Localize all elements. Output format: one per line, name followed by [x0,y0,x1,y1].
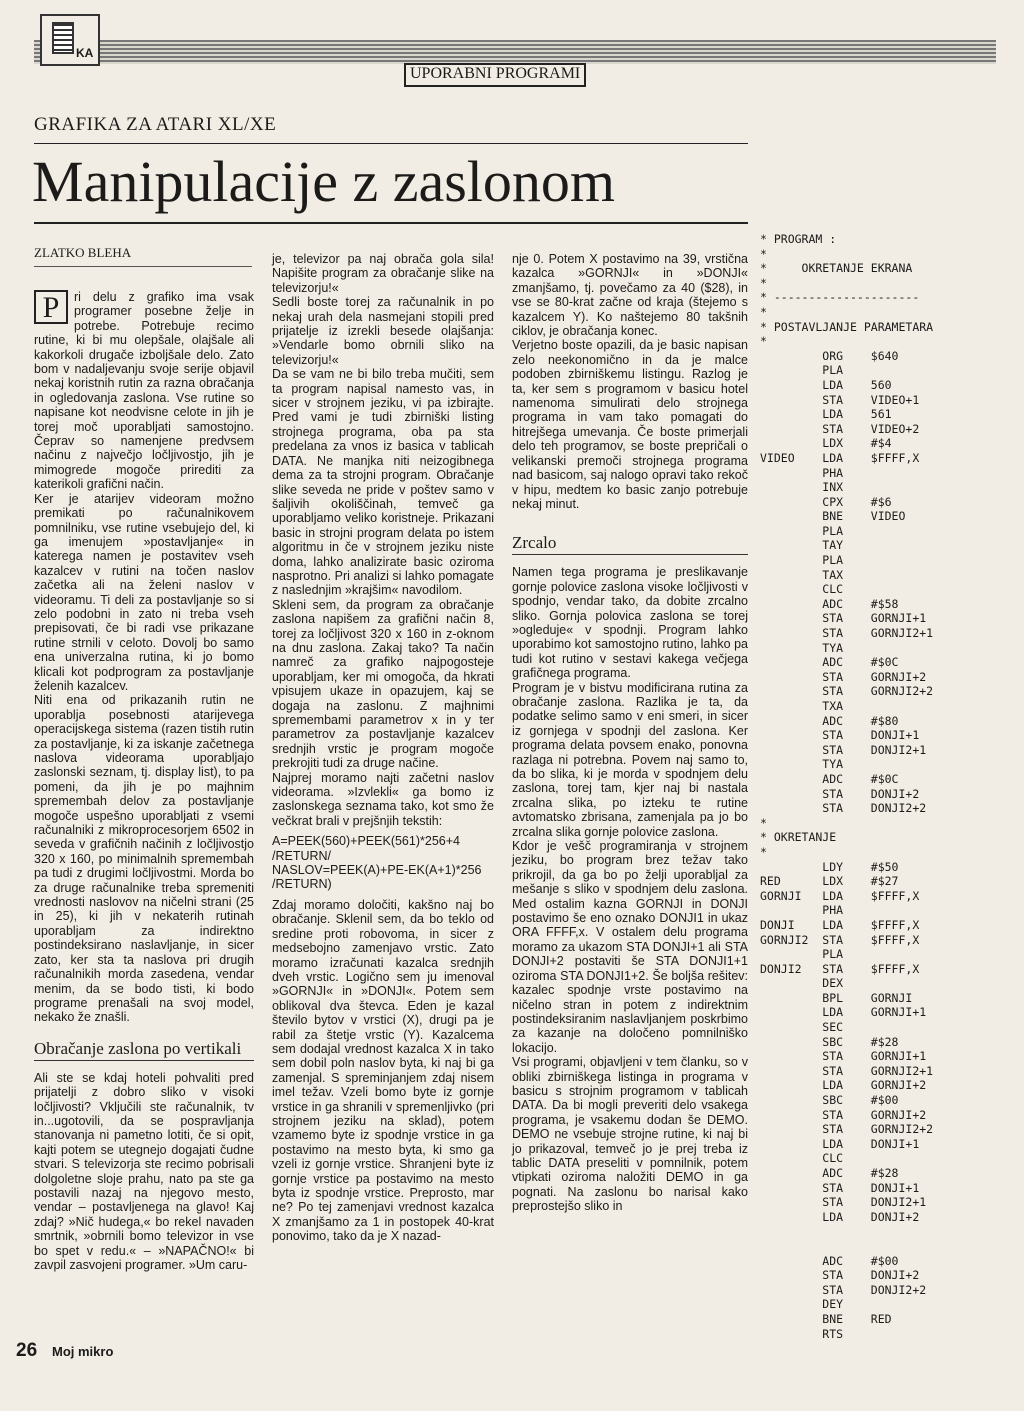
article-title: Manipulacije z zaslonom [32,149,616,214]
text-column-3 [512,252,748,1214]
listing-line: ORG $640 [760,348,899,363]
listing-line: LDX #$4 [760,436,892,451]
section-label: UPORABNI PROGRAMI [404,63,586,87]
divider [34,1060,254,1061]
divider [34,266,252,267]
listing-line: ADC #$80 [760,713,899,728]
paragraph: Ali ste se kdaj hoteli pohvaliti pred prijatelji z dobro sliko v visoki ločljivosti? Vključili ste računalnik, tv in...ugotovili, da se pospravljanja stanovanja ni pametno lotiti, če si opit, kajti potem se utegnejo dogajati čudne stvari. S televizorja ste recimo pobrisali dolgoletne sloje prahu, nato pa ste ga postavili nazaj na njegovo mesto, vendar – postavljenega na glavo! Kaj zdaj? »Nič hudega,« bo rekel navaden smrtnik, »obrnili bomo televizor in vse bo spet v redu.« – »NAPAČNO!« bi zavpil zasvojeni programer. »Um caru- [34,1070,254,1272]
divider [34,222,748,224]
listing-line: SBC #$28 [760,1034,899,1049]
listing-line: * POSTAVLJANJE PARAMETARA [760,319,934,334]
listing-line: * [760,844,767,859]
listing-line: STA DONJI2+2 [760,801,927,816]
paragraph: Program je v bistvu modificirana rutina za obračanje zaslona. Razlika je ta, da podatke selimo samo v eni smeri, in sicer iz gornjega v spodnji del zaslona. Ker programa delata povsem enako, ponovna razlaga ni potrebna. Povem naj samo to, da bo slika, ki je morda v spodnjem delu zaslona, torej tam, kjer naj bi nastala zrcalna slika, po izteku te rutine avtomatsko zbrisana, zamenjala pa jo bo zrcalna slika gornje polovice zaslona. [512,680,748,839]
listing-line: CPX #$6 [760,494,892,509]
listing-line: SBC #$00 [760,1093,899,1108]
listing-line: DONJI2 STA $FFFF,X [760,961,920,976]
paragraph: Da se vam ne bi bilo treba mučiti, sem ta program napisal namesto vas, in sicer v strojnem jeziku, vi pa izbirajte. Pred vami je tudi zbirniški listing strojnega programa, oba pa sta predelana za vnos iz basica v tablicah DATA. Ne manjka niti neizogibnega dema za ta strojni program. Obračanje slike seveda ne pride v poštev samo v šaljivih okoliščinah, temveč ga uporabljamo veliko koristneje. Prikazani basic in strojni program delata po istem algoritmu in če v strojnem jeziku niste doma, lahko analizirate basic oziroma nasprotno. Pri analizi si lahko pomagate z naslednjim »krajšim« navodilom. [272,367,494,598]
paragraph: Sedli boste torej za računalnik in po nekaj urah dela nasmejani stopili pred prijatelje iz izrekli besede olajšanja: »Vendarle bomo obrnili sliko na televizorju!« [272,295,494,367]
text-column-1 [34,290,254,1272]
article-kicker: GRAFIKA ZA ATARI XL/XE [34,114,277,135]
listing-line: GORNJI LDA $FFFF,X [760,888,920,903]
listing-line: TXA [760,699,844,713]
listing-line: * [760,815,767,830]
listing-line: CLC [760,1151,844,1166]
listing-line: TYA [760,757,844,772]
paragraph: ri delu z grafiko ima vsak programer posebne želje in potrebe. Potrebuje recimo rutine, ki bi mu olepšale, olajšale ali kakorkoli drugače izboljšale delo. Zato bom v nadaljevanju svoje serije objavil nekaj koristnih rutin za razna obračanja in ogledovanja zaslona. Vse rutine so napisane kot neodvisne celote in jih je torej moč uporabljati samostojno. Čeprav so namenjene predvsem načinu z največjo ločljivostjo, jih je mimogrede mogoče prirediti za katerikoli grafični način. [34,290,254,492]
paragraph: Najprej moramo najti začetni naslov videorama. »Izvlekli« ga bomo iz zaslonskega seznama tako, kot smo že večkrat brali v prejšnjih tekstih: [272,770,494,828]
listing-line [760,1239,1015,1254]
listing-line: STA DONJI+1 [760,728,920,743]
listing-line: PLA [760,553,844,568]
listing-line: TAX [760,567,844,582]
listing-line: LDA GORNJI+2 [760,1078,927,1093]
basic-code-snippet [272,834,494,892]
listing-line: STA GORNJI2+1 [760,1063,934,1078]
listing-line: * --------------------- [760,290,920,305]
page-number: 26 [16,1340,38,1361]
listing-line: STA DONJI+1 [760,1180,920,1195]
computer-screen-icon [52,22,74,54]
subheading: Zrcalo [512,533,557,553]
paragraph: Vsi programi, objavljeni v tem članku, so v obliki zbirniškega listinga in programa v basicu s strojnim programom v tablicah DATA. Da bi mogli preveriti delo vsakega programa, je vsakemu dodan še DEMO. DEMO ne vsebuje strojne rutine, ki naj bi jo prikazoval, temveč jo je prej treba iz tablic DATA preseliti v pomnilnik, potem vtipkati oziroma naložiti DEMO in ga pognati. Na zaslonu bo narisal kako preprostejšo sliko in [512,1055,748,1214]
author-name: ZLATKO BLEHA [34,245,132,260]
listing-line: STA DONJI+2 [760,1268,920,1283]
paragraph: Namen tega programa je preslikavanje gornje polovice zaslona visoke ločljivosti v spodnjo, vendar tako, da dobite zrcalno sliko. Gornja polovica zaslona se torej »ogleduje« v spodnji. Program lahko uporabimo kot samostojno rutino, lahko pa tudi kot rutino v sestavi kakega večjega grafičnega programa. [512,565,748,681]
listing-line: CLC [760,582,844,597]
text-column-2 [272,252,494,1244]
divider [34,143,748,144]
subheading: Obračanje zaslona po vertikali [34,1038,242,1058]
listing-line: * OKRETANJE EKRANA [760,261,913,276]
paragraph: Niti ena od prikazanih rutin ne uporablja posebnosti atarijevega operacijskega sistema (razen tistih rutin za postavljanje, ki za iskanje začetnega naslova videorama uporabljajo zaslonski seznam, tj. display list), to pa pomeni, da jih je po majhnim spremembah delov za postavljanje mogoče uspešno uporabljati z vsemi računalniki z mikroprocesorjem 6502 in seveda v grafičnih načinih z ločljivostjo 320 x 160, po minimalnih spremembah pa tudi z drugimi ločljivostmi. Morda bo za druge računalnike treba spremeniti vrednosti naslovov na ničelni strani (25 in 25), ki jih v nekaterih rutinah uporabljam za indirektno postindeksirano naslavljanje, in sicer zato, ker sta ta naslova pri drugih računalnikih morda zasedena, vendar menim, da se bodo tisti, ki bodo programe prenašali na svoj model, nekako že znašli. [34,693,254,1025]
listing-line: STA GORNJI+1 [760,611,927,626]
section-logo [40,14,100,66]
code-line: NASLOV=PEEK(A)+PE-EK(A+1)*256 /RETURN) [272,863,482,892]
listing-line: LDA 561 [760,407,892,422]
listing-line: * PROGRAM : [760,232,837,246]
code-line: A=PEEK(560)+PEEK(561)*256+4 /RETURN/ [272,834,460,863]
listing-line: * [760,246,767,261]
listing-line: * [760,334,767,349]
listing-line: INX [760,480,844,495]
listing-line: TYA [760,640,844,655]
listing-line: ADC #$0C [760,655,899,670]
listing-line: ADC #$58 [760,596,899,611]
listing-line: STA GORNJI2+2 [760,1122,934,1137]
listing-line: PLA [760,947,844,962]
listing-line: PHA [760,903,844,918]
listing-line: RTS [760,1326,844,1341]
listing-line: LDA DONJI+1 [760,1136,920,1151]
listing-line: GORNJI2 STA $FFFF,X [760,932,920,947]
paragraph: Zdaj moramo določiti, kakšno naj bo obračanje. Sklenil sem, da bo teklo od sredine proti robovoma, in sicer z medsebojno zamenjavo vrstic. Zato moramo izračunati kazalca srednjih dveh vrstic. Logično sem ju imenoval »GORNJI« in »DONJI«. Potem sem oblikoval dva števca. Eden je kazal število bytov v vrstici (X), drugi pa je rabil za štetje vrstic (Y). Kazalcema sem dodajal vrednost kazalca X in tako sem dobil poln naslov byta, ki naj bi ga zamenjal. S spreminjanjem zdaj nisem imel težav. Vzeli bomo byte iz gornje vrstice in ga shranili v spremenljivko (pri strojnem jeziku na sklad), potem vzamemo byte iz spodnje vrstice in ga postavimo na mesto byta, ki smo ga vzeli iz gornje vrstice. Shranjeni byte iz gornje vrstice pa postavimo na mesto byta iz spodnje vrstice. Preprosto, mar ne? Po tej zamenjavi vrednost kazalca X zmanjšamo za 1 in postopek 40-krat ponovimo, tako da je X nazad- [272,897,494,1244]
listing-line: VIDEO LDA $FFFF,X [760,450,920,465]
paragraph: Skleni sem, da program za obračanje zaslona napišem za grafični način 8, torej za ločljivost 320 x 160 in z-oknom na dnu zaslona. Zakaj tako? Ta način namreč za grafiko najpogosteje uporabljam, ker mi omogoča, da hkrati vpisujem ukaze in opazujem, kaj se dogaja na zaslonu. Z majhnimi spremembami parametrov x in y ter parametrov za postavljanje kazalcev srednjih vrstic je program mogoče prekrojiti tudi za druge načine. [272,597,494,771]
listing-line: STA GORNJI+2 [760,1107,927,1122]
listing-line: TAY [760,538,844,553]
listing-line: SEC [760,1020,844,1035]
paragraph: Ker je atarijev videoram možno premikati po računalnikovem pomnilniku, vse rutine vsebujejo del, ki ga imenujem »postavljanje« in katerega namen je postavitev vseh kazalcev v rutini na točen naslov začetka ali na želeni naslov v videoramu. Ti deli za postavljanje so si zelo podobni in zato ni treba vseh prepisovati, če bi radi vse prikazane rutine strnili v celoto. Dovolj bo samo ena univerzalna rutina, ki jo bomo klicali kot podprogram za postavljanje želenih kazalcev. [34,491,254,693]
listing-line: PLA [760,523,844,538]
paragraph: Verjetno boste opazili, da je basic napisan zelo neekonomično in da je malce podoben zbirniškemu listingu. Razlog je ta, ker sem s programom v basicu hotel namenoma simulirati delo strojnega programa in vam tako pomagati do hitrejšega umevanja. Če boste primerjali delo teh programov, se boste prepričali o velikanski premoči strojnega programa nad basicom, saj nalogo opravi tako rekoč v hipu, medtem ko basic zanjo potrebuje nekaj minut. [512,338,748,511]
listing-line: * OKRETANJE [760,830,837,845]
listing-line: * [760,275,767,290]
listing-line: STA VIDEO+1 [760,392,920,407]
divider [512,554,748,555]
listing-line: BPL GORNJI [760,990,913,1005]
logo-mark: KA [76,46,94,60]
listing-line: STA VIDEO+2 [760,421,920,436]
listing-line [760,1224,1015,1239]
paragraph: nje 0. Potem X postavimo na 39, vrstična kazalca »GORNJI« in »DONJI« zmanjšamo, tj. povečamo za 40 ($28), in vse se 80-krat začne od kraja (štejemo s kazalcem Y). Ko naštejemo 80 takšnih ciklov, je obračanja konec. [512,252,748,339]
listing-line: DONJI LDA $FFFF,X [760,917,920,932]
listing-line: DEY [760,1297,844,1312]
listing-line: LDA 560 [760,377,892,392]
paragraph: je, televizor pa naj obrača gola sila! Napišite program za obračanje slike na televizorju!« [272,252,494,295]
listing-line: * [760,304,767,319]
header-rule-bar [34,40,996,64]
paragraph: Kdor je vešč programiranja v strojnem jeziku, bo program brez težav tako prikrojil, da ga bo po želji uporabljal za mešanje s sliko v spodnjem delu zaslona. Med ostalim kazna GORNJI in DONJI postavimo še eno oznako DONJI1 in ukaz ORA FFFF,x. V ostalem delu programa moramo za ukazom STA DONJI+1 ali STA DONJI+2 postaviti še STA DONJI1+1 oziroma STA DONJI1+2. Še boljša rešitev: kazalec spodnje vrste postavimo na ničelno stran in potem z indirektnim postindeksiranim naslavljanjem poskrbimo za kazanje na določeno pomnilniško lokacijo. [512,839,748,1055]
listing-line: STA DONJI2+2 [760,1282,927,1297]
listing-line: STA GORNJI+2 [760,669,927,684]
listing-line: ADC #$0C [760,771,899,786]
listing-line: STA DONJI+2 [760,786,920,801]
listing-line: STA GORNJI2+2 [760,684,934,699]
assembly-listing [760,232,1015,1341]
listing-line: RED LDX #$27 [760,874,899,889]
listing-line: LDA GORNJI+1 [760,1005,927,1020]
listing-line: STA DONJI2+1 [760,742,927,757]
listing-line: BNE RED [760,1311,892,1326]
listing-line: LDY #$50 [760,859,899,874]
listing-line: PLA [760,363,844,378]
listing-line: STA GORNJI+1 [760,1049,927,1064]
drop-cap: P [34,290,68,324]
listing-line: PHA [760,465,844,480]
listing-line: STA DONJI2+1 [760,1195,927,1210]
listing-line: LDA DONJI+2 [760,1209,920,1224]
listing-line: ADC #$28 [760,1166,899,1180]
listing-line: DEX [760,976,844,991]
listing-line: STA GORNJI2+1 [760,626,934,641]
magazine-name: Moj mikro [52,1344,114,1359]
listing-line: ADC #$00 [760,1253,899,1268]
listing-line: BNE VIDEO [760,509,906,524]
